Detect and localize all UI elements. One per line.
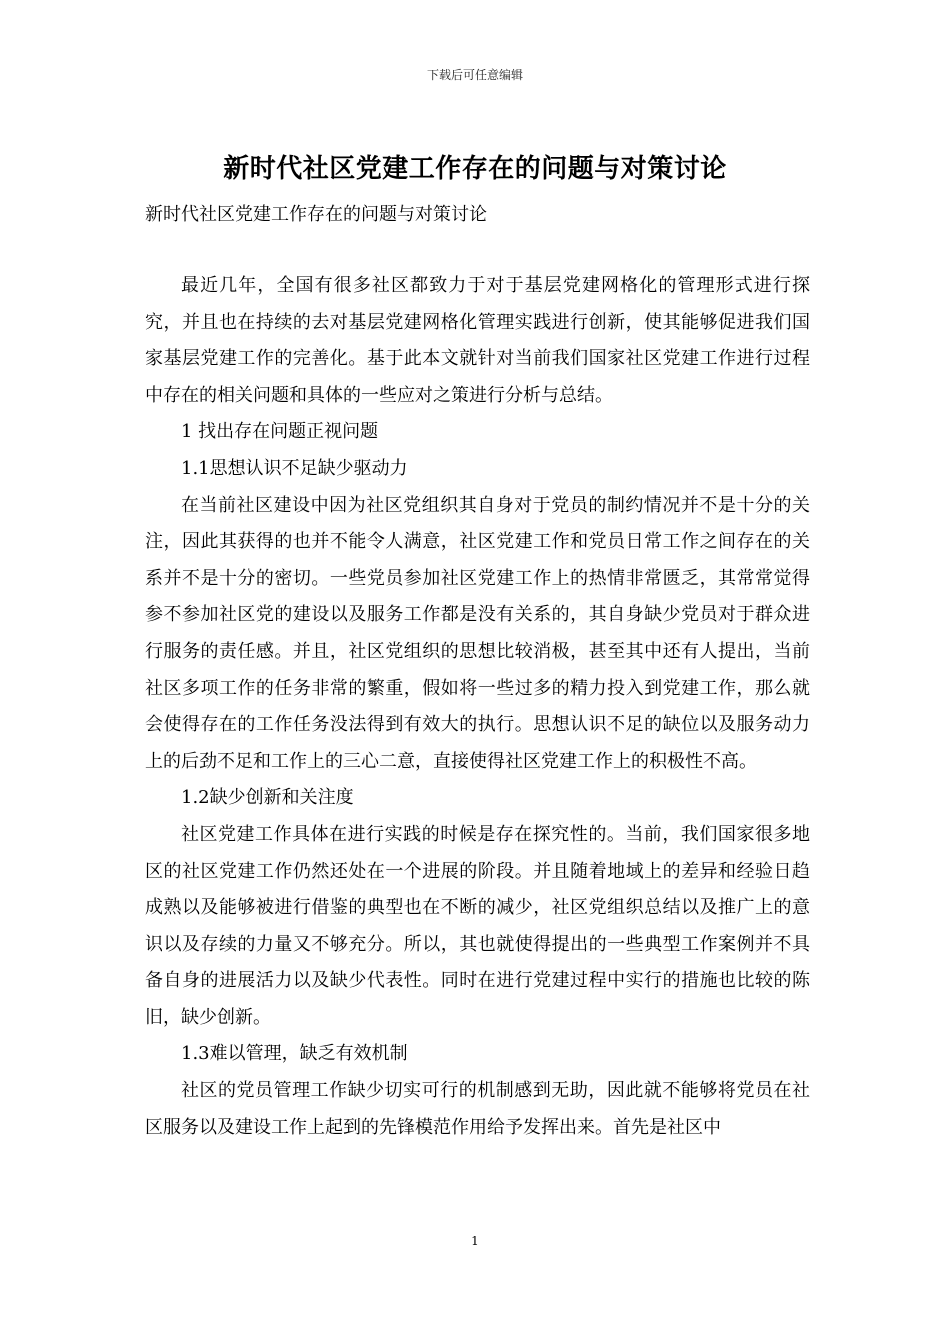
header-note: 下载后可任意编辑 xyxy=(426,68,523,82)
page-number: 1 xyxy=(471,1234,479,1248)
document-title: 新时代社区党建工作存在的问题与对策讨论 xyxy=(223,154,727,184)
paragraph-1-1: 在当前社区建设中因为社区党组织其自身对于党员的制约情况并不是十分的关注，因此其获得的也并不能令人满意，社区党建工作和党员日常工作之间存在的关系并不是十分的密切。一些党员参加社区党建工作上的热情非常匮乏，其常常觉得参不参加社区党的建设以及服务工作都是没有关系的，其自身缺少党员对于群众进行服务的责任感。并且，社区党组织的思想比较消极，甚至其中还有人提出，当前社区多项工作的任务非常的繁重，假如将一些过多的精力投入到党建工作，那么就会使得存在的工作任务没法得到有效大的执行。思想认识不足的缺位以及服务动力上的后劲不足和工作上的三心二意，直接使得社区党建工作上的积极性不高。 xyxy=(145,494,810,772)
paragraph-1-2: 社区党建工作具体在进行实践的时候是存在探究性的。当前，我们国家很多地区的社区党建工作仍然还处在一个进展的阶段。并且随着地域上的差异和经验日趋成熟以及能够被进行借鉴的典型也在不断的减少，社区党组织总结以及推广上的意识以及存续的力量又不够充分。所以，其也就使得提出的一些典型工作案例并不具备自身的进展活力以及缺少代表性。同时在进行党建过程中实行的措施也比较的陈旧，缺少创新。 xyxy=(145,823,810,1028)
subsection-heading-1-1: 1.1思想认识不足缺少驱动力 xyxy=(181,457,408,479)
document-body xyxy=(145,268,810,1146)
paragraph-intro: 最近几年，全国有很多社区都致力于对于基层党建网格化的管理形式进行探究，并且也在持续的去对基层党建网格化管理实践进行创新，使其能够促进我们国家基层党建工作的完善化。基于此本文就针对当前我们国家社区党建工作进行过程中存在的相关问题和具体的一些应对之策进行分析与总结。 xyxy=(145,275,810,406)
subsection-heading-1-3: 1.3难以管理，缺乏有效机制 xyxy=(181,1043,408,1065)
paragraph-1-3: 社区的党员管理工作缺少切实可行的机制感到无助，因此就不能够将党员在社区服务以及建设工作上起到的先锋模范作用给予发挥出来。首先是社区中 xyxy=(145,1080,810,1138)
section-heading-1: 1 找出存在问题正视问题 xyxy=(181,421,379,443)
document-subtitle: 新时代社区党建工作存在的问题与对策讨论 xyxy=(145,204,487,225)
subsection-heading-1-2: 1.2缺少创新和关注度 xyxy=(181,787,354,809)
